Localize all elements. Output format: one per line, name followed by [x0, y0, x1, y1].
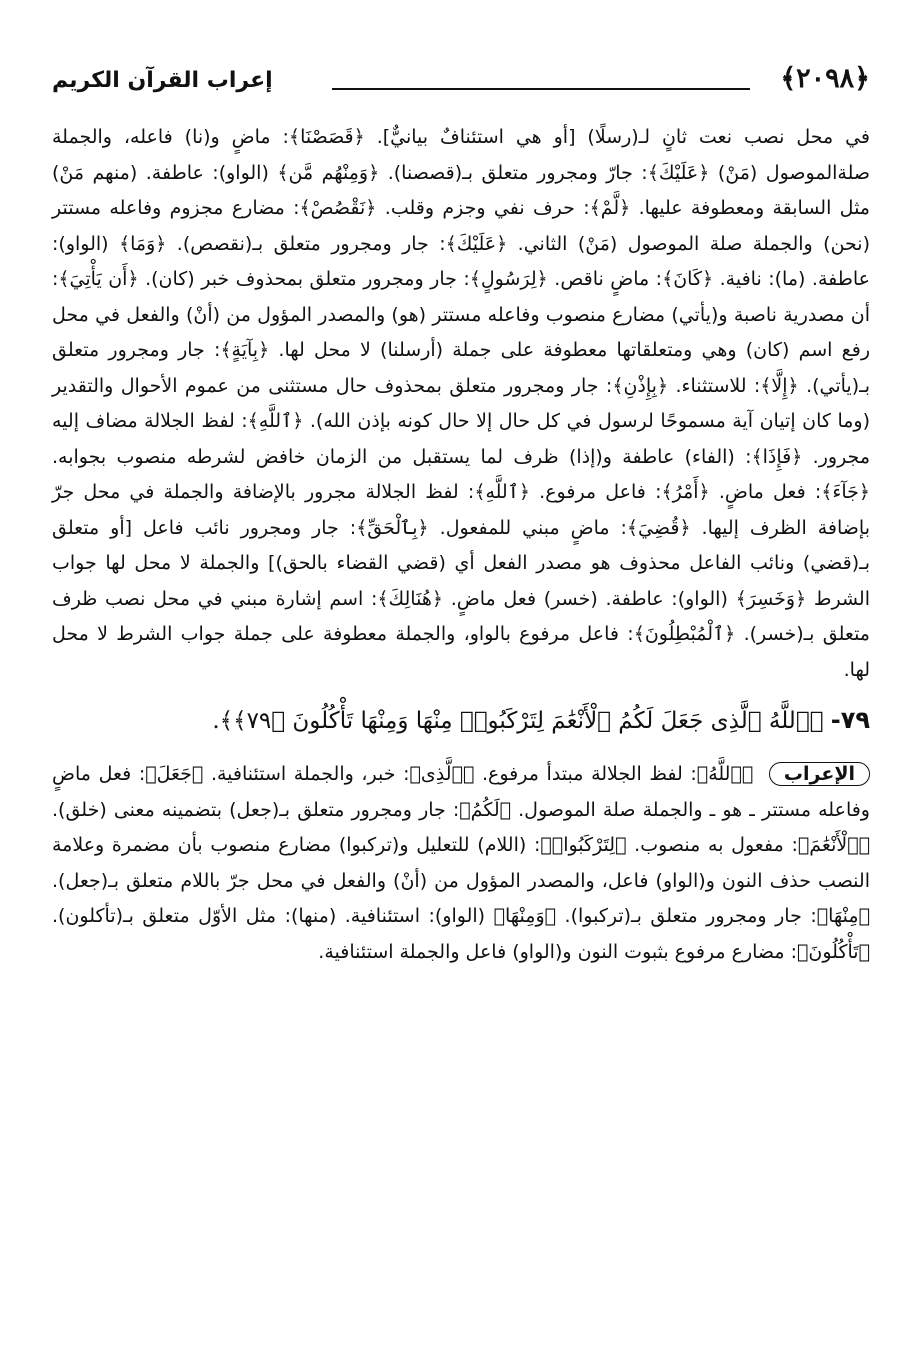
commentary-paragraph: [52, 120, 870, 688]
verse-number: ٧٩-: [830, 706, 870, 734]
irab-text: ﴿ٱللَّهُ﴾: لفظ الجلالة مبتدأ مرفوع. ﴿ٱلَّذِى﴾: خبر، والجملة استئنافية. ﴿جَعَلَ﴾: فعل ماضٍ وفاعله مستتر ـ هو ـ والجملة صلة الموصول. ﴿لَكُمُ﴾: جار ومجرور متعلق بـ(جعل) بتضمينه معنى (خلق). ﴿ٱلْأَنْعَٰمَ﴾: مفعول به منصوب. ﴿لِتَرْكَبُوا۟﴾: (اللام) للتعليل و(تركبوا) مضارع منصوب بأن مضمرة وعلامة النصب حذف النون و(الواو) فاعل، والمصدر المؤول من (أنْ) والفعل في محل جرّ باللام متعلق بـ(جعل). ﴿مِنْهَا﴾: جار ومجرور متعلق بـ(تركبوا). ﴿وَمِنْهَا﴾ (الواو): استئنافية. (منها): مثل الأوّل متعلق بـ(تأكلون). ﴿تَأْكُلُونَ﴾: مضارع مرفوع بثبوت النون و(الواو) فاعل والجملة استئنافية.: [52, 763, 870, 963]
header-divider: [332, 88, 750, 90]
commentary-segment-2: ﴿نَقْصُصْ﴾: مضارع مجزوم وفاعله مستتر (نحن) والجملة صلة الموصول (مَنْ) الثاني. ﴿عَلَيْكَ﴾: جار ومجرور متعلق بـ(نقصص). ﴿وَمَا﴾ (الواو): عاطفة. (ما): نافية. ﴿كَانَ﴾: ماضٍ ناقص. ﴿لِرَسُولٍ﴾: جار ومجرور متعلق بمحذوف خبر (كان). ﴿أَن يَأْتِيَ﴾: أن مصدرية ناصبة و(يأتي) مضارع منصوب وفاعله مستتر (هو) والمصدر المؤول من (أنْ) والفعل في محل رفع اسم (كان) وهي ومتعلقاتها معطوفة على جملة (أرسلنا) لا محل لها. ﴿بِآيَةٍ﴾: جار ومجرور متعلق بـ(يأتي). ﴿إِلَّا﴾: للاستثناء. ﴿بِإِذْنِ﴾: جار ومجرور متعلق بمحذوف حال مستثنى من عموم الأحوال والتقدير (وما كان إتيان آية مسموحًا لرسول في كل حال إلا حال كونه بإذن الله).: [52, 197, 871, 432]
commentary-segment-3: ﴿ٱللَّهِ﴾: لفظ الجلالة مضاف إليه مجرور. ﴿فَإِذَا﴾: (الفاء) عاطفة و(إذا) ظرف لما يستقبل من الزمان خافض لشرطه منصوب بجوابه. ﴿جَآءَ﴾: فعل ماضٍ. ﴿أَمْرُ﴾: فاعل مرفوع. ﴿ٱللَّهِ﴾: لفظ الجلالة مجرور بالإضافة والجملة في محل جرّ بإضافة الظرف إليها. ﴿قُضِيَ﴾: ماضٍ مبني للمفعول. ﴿بِٱلْحَقِّ﴾: جار ومجرور نائب فاعل [أو متعلق بـ(قضي) ونائب الفاعل محذوف هو مصدر الفعل أي (قضي القضاء بالحق)] والجملة لا محل لها جواب الشرط ﴿وَخَسِرَ﴾ (الواو): عاطفة. (خسر) فعل ماضٍ. ﴿هُنَالِكَ﴾: اسم إشارة مبني في محل نصب ظرف متعلق بـ(خسر). ﴿ٱلْمُبْطِلُونَ﴾: فاعل مرفوع بالواو، والجملة معطوفة على جملة جواب الشرط لا محل لها.: [52, 410, 870, 681]
page-header: [52, 58, 870, 112]
irab-paragraph: [52, 757, 870, 970]
commentary-segment-1: في محل نصب نعت ثانٍ لـ(رسلًا) [أو هي استئنافٌ بيانيٌّ]. ﴿قَصَصْنَا﴾: ماضٍ و(نا) فاعله، والجملة صلةالموصول (مَنْ) ﴿عَلَيْكَ﴾: جارّ ومجرور متعلق بـ(قصصنا). ﴿وَمِنْهُم مَّن﴾ (الواو): عاطفة. (منهم مَنْ) مثل السابقة ومعطوفة عليها. ﴿لَّمْ﴾: حرف نفي وجزم وقلب.: [52, 126, 870, 219]
document-page: [52, 58, 870, 1328]
page-number: ﴿٢٠٩٨﴾: [780, 63, 870, 94]
verse-text: ﴿ٱللَّهُ ٱلَّذِى جَعَلَ لَكُمُ ٱلْأَنْعَٰمَ لِتَرْكَبُوا۟ مِنْهَا وَمِنْهَا تَأْكُلُونَ ﴿٧٩﴾﴾.: [212, 708, 824, 734]
quran-verse: [52, 698, 870, 743]
book-title: إعراب القرآن الكريم: [52, 68, 273, 93]
irab-badge: الإعراب: [769, 762, 870, 786]
irab-section: [52, 757, 870, 970]
